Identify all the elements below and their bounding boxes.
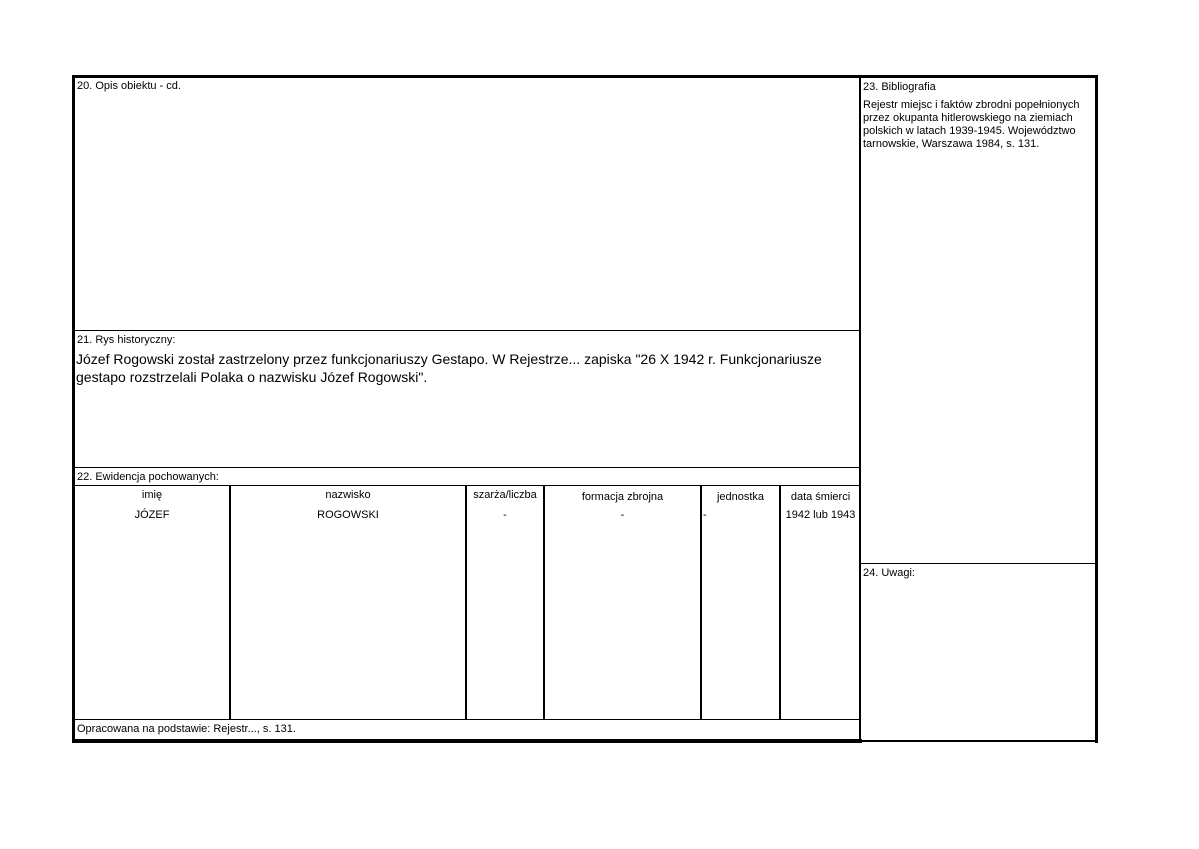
divider-table-footer xyxy=(72,719,860,720)
table-footer-source: Opracowana na podstawie: Rejestr..., s. 131. xyxy=(77,723,296,735)
table-cell-data-smierci: 1942 lub 1943 xyxy=(785,509,856,521)
frame-top-border xyxy=(72,75,1098,78)
table-cell-nazwisko: ROGOWSKI xyxy=(317,509,379,521)
bibliography-line-1: Rejestr miejsc i faktów zbrodni popełnionych xyxy=(863,99,1080,111)
divider-21-22 xyxy=(72,467,860,468)
section-24-label: 24. Uwagi: xyxy=(863,567,915,579)
table-header-imie: imię xyxy=(141,489,163,501)
table-cell-szarza: - xyxy=(503,509,507,521)
bibliography-line-3: polskich w latach 1939-1945. Województwo xyxy=(863,125,1076,137)
table-col-divider xyxy=(700,486,702,719)
section-21-text-line-2: gestapo rozstrzelali Polaka o nazwisku Józef Rogowski". xyxy=(76,369,428,385)
divider-20-21 xyxy=(72,330,860,331)
frame-bottom-border-right xyxy=(860,740,1098,742)
table-header-data-smierci: data śmierci xyxy=(790,491,851,503)
table-header-nazwisko: nazwisko xyxy=(325,489,371,501)
table-header-szarza: szarża/liczba xyxy=(473,489,537,501)
table-cell-imie: JÓZEF xyxy=(134,509,170,521)
frame-bottom-border-left xyxy=(72,739,862,743)
frame-left-border xyxy=(72,75,75,743)
section-20-label: 20. Opis obiektu - cd. xyxy=(77,80,181,92)
section-21-label: 21. Rys historyczny: xyxy=(77,334,176,346)
bibliography-line-2: przez okupanta hitlerowskiego na ziemiach xyxy=(863,112,1073,124)
table-header-formacja: formacja zbrojna xyxy=(581,491,664,503)
section-23-label: 23. Bibliografia xyxy=(863,81,936,93)
frame-right-border xyxy=(1095,75,1098,743)
table-header-jednostka: jednostka xyxy=(716,491,765,503)
section-21-text-line-1: Józef Rogowski został zastrzelony przez funkcjonariuszy Gestapo. W Rejestrze... zapiska "26 X 1942 r. Funkcjonariusze xyxy=(76,351,822,367)
divider-23-24 xyxy=(860,563,1096,564)
section-22-label: 22. Ewidencja pochowanych: xyxy=(77,471,219,483)
bibliography-line-4: tarnowskie, Warszawa 1984, s. 131. xyxy=(863,138,1040,150)
table-cell-formacja: - xyxy=(620,509,625,521)
table-cell-jednostka: - xyxy=(703,509,707,521)
column-divider xyxy=(859,75,861,743)
